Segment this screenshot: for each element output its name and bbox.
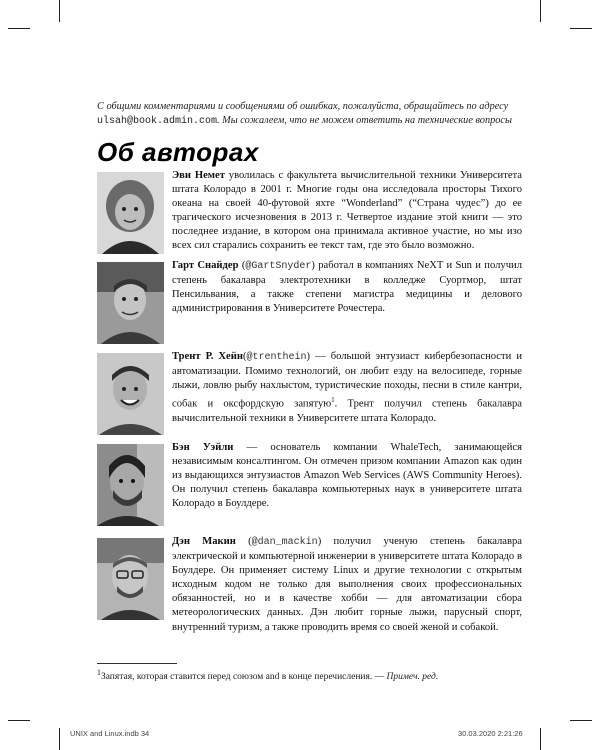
author-bio — [172, 169, 522, 254]
crop-mark — [8, 720, 30, 721]
author-bio-text: уволилась с факультета вычислительной техники Университета штата Колорадо в 2001 г. Многие годы она исследовала просторы Тихого океана на своей 40-футовой яхте “Wonderland” (“Страна чудес”) до ее трагического исчезновения в 2013 г. Четвертое издание этой книги — это последнее издание, в котором она принимала активное участие, но мы изо всех сил старались сохранить ее текст там, где это было возможно. — [172, 170, 522, 252]
slug-left: UNIX and Linux.indb 34 — [70, 729, 150, 738]
crop-mark — [59, 0, 60, 22]
author-name: Трент Р. Хейн — [172, 351, 243, 362]
footnote-text: Запятая, которая ставится перед союзом and в конце перечисления. — — [100, 672, 387, 683]
author-bio: Трент Р. Хейн(@trenthein) — большой энтузиаст кибербезопасности и автоматизации. Помимо технологий, он любит езду на велосипеде, горные лыжи, ловлю рыбу нахлыстом, туристические походы, песни в стиле кантри, собак и оксфордскую запятую$^1$. Трент получил степень бакалавра вычислительной техники в Университете штата Колорадо. — [172, 351, 523, 424]
page-heading: Об авторах — [97, 137, 259, 167]
intro-line2: . Мы сожалеем, что не можем ответить на технические вопросы — [217, 115, 512, 126]
author-bio: Гарт Снайдер (@GartSnyder) работал в компаниях NeXT и Sun и получил степень бакалавра электротехники в колледже Суортмор, штат Пенсильвания, а также степени магистра медицины и делового администрирования в Университете Рочестера. — [172, 260, 522, 315]
author-name: Дэн Макин — [172, 536, 236, 547]
slug-right: 30.03.2020 2:21:26 — [458, 729, 523, 738]
crop-mark — [8, 28, 30, 29]
author-photo — [97, 353, 164, 435]
footnote-mark: 1 — [97, 668, 101, 677]
author-bio-text: . Трент получил степень бакалавра вычислительной техники в Университете штата Колорадо. — [172, 398, 522, 424]
crop-mark — [540, 728, 541, 750]
intro-note — [97, 100, 517, 129]
author-handle[interactable]: @dan_mackin — [251, 537, 318, 548]
author-bio-text: работал в компаниях NeXT и Sun и получил степень бакалавра электротехники в колледже Суортмор, штат Пенсильвания, а также степени магистра медицины и делового администрирования в Университете Рочестера. — [172, 260, 522, 315]
author-photo — [97, 172, 164, 254]
footnote — [97, 667, 517, 683]
crop-mark — [570, 28, 592, 29]
author-bio-text: — большой энтузиаст кибербезопасности и автоматизации. Помимо технологий, он любит езду на велосипеде, горные лыжи, ловлю рыбу нахлыстом, туристические походы, песни в стиле кантри, собак и оксфордскую запятую — [172, 351, 523, 410]
author-name: Гарт Снайдер — [172, 260, 239, 271]
footnote-ref[interactable]: 1 — [331, 396, 335, 405]
author-photo — [97, 538, 164, 620]
author-bio-text: получил ученую степень бакалавра электрической и компьютерной инженерии в университете штата Колорадо в Боулдере. Он применяет систему Linux и другие технологии с открытым исходным кодом не только для выполнения своих профессиональных обязанностей, но и в качестве хобби — для автоматизации сбора метеорологических данных. Дэн любит горные лыжи, парусный спорт, внутренний туризм, а также проводить время со своей женой и собакой. — [172, 536, 522, 633]
author-photo — [97, 444, 164, 526]
crop-mark — [59, 728, 60, 750]
author-handle[interactable]: @GartSnyder — [245, 261, 312, 272]
author-bio: Дэн Макин (@dan_mackin) получил ученую степень бакалавра электрической и компьютерной инженерии в университете штата Колорадо в Боулдере. Он применяет систему Linux и другие технологии с открытым исходным кодом не только для выполнения своих профессиональных обязанностей, но и в качестве хобби — для автоматизации сбора метеорологических данных. Дэн любит горные лыжи, парусный спорт, внутренний туризм, а также проводить время со своей женой и собакой. — [172, 536, 522, 633]
intro-line1: С общими комментариями и сообщениями об ошибках, пожалуйста, обращайтесь по адресу — [97, 101, 509, 112]
author-bio — [172, 441, 522, 511]
author-name: Эви Немет — [172, 170, 225, 181]
author-photo — [97, 262, 164, 344]
author-bio-text: — основатель компании WhaleTech, занимающейся независимым консалтингом. Он отмечен призом компании Amazon как один из выдающихся энтузиастов Amazon Web Services (AWS Community Heroes). Он получил степень бакалавра компьютерных наук в университете штата Колорадо в Боулдере. — [172, 442, 522, 510]
author-name: Бэн Уэйли — [172, 442, 234, 453]
author-handle[interactable]: @trenthein — [246, 352, 307, 363]
crop-mark — [570, 720, 592, 721]
footnote-editor-note: Примеч. ред. — [386, 672, 439, 683]
crop-mark — [540, 0, 541, 22]
contact-email[interactable]: ulsah@book.admin.com — [97, 116, 218, 127]
footnote-divider — [97, 663, 177, 664]
